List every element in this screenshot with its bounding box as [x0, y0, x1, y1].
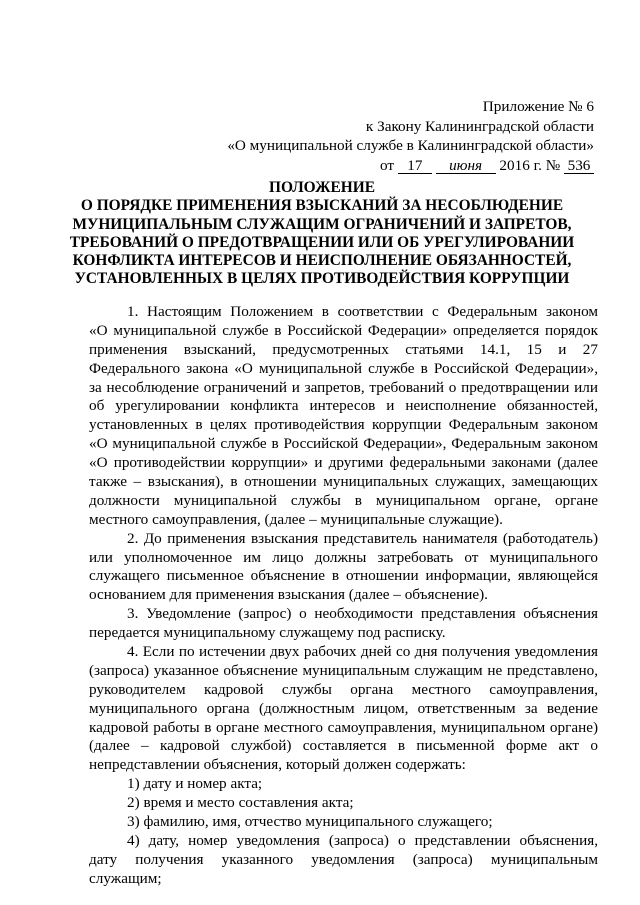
- date-prefix: от: [380, 156, 395, 174]
- appendix-number: Приложение № 6: [482, 98, 594, 115]
- body-line: 2) время и место составления акта;: [127, 794, 354, 812]
- body-line: руководителем кадровой службы органа местного самоуправления,: [89, 680, 598, 698]
- body-line: 4) дату, номер уведомления (запроса) о представлении объяснения,: [127, 831, 598, 849]
- body-line: дату получения указанного уведомления (запроса) муниципальным: [89, 850, 598, 868]
- body-line: 3) фамилию, имя, отчество муниципального служащего;: [127, 813, 493, 831]
- body-line: 1) дату и номер акта;: [127, 775, 263, 793]
- body-line: или уполномоченное им лицо должны затребовать от муниципального: [89, 548, 598, 566]
- title-line: ТРЕБОВАНИЙ О ПРЕДОТВРАЩЕНИИ ИЛИ ОБ УРЕГУЛИРОВАНИИ: [69, 233, 575, 251]
- appendix-law-title: «О муниципальной службе в Калининградской области»: [227, 137, 594, 154]
- body-line: непредставлении объяснения, который должен содержать:: [89, 756, 466, 774]
- appendix-date-line: [227, 156, 594, 176]
- body-line: местного самоуправления, (далее – муниципальные служащие).: [89, 510, 503, 528]
- body-line: должности муниципальной службы в муниципальном органе, органе: [89, 491, 598, 509]
- document-body: [89, 303, 598, 889]
- date-day: 17: [398, 158, 432, 174]
- body-line: за несоблюдение ограничений и запретов, требований о предотвращении или: [89, 378, 598, 396]
- body-line: 2. До применения взыскания представитель нанимателя (работодатель): [127, 529, 598, 547]
- title-line: КОНФЛИКТА ИНТЕРЕСОВ И НЕИСПОЛНЕНИЕ ОБЯЗАННОСТЕЙ,: [72, 252, 572, 270]
- date-month: июня: [436, 158, 496, 174]
- document-title: [50, 179, 594, 289]
- appendix-header: [227, 97, 594, 175]
- title-line: ПОЛОЖЕНИЕ: [269, 179, 375, 196]
- body-line: об урегулировании конфликта интересов и неисполнение обязанностей,: [89, 397, 598, 415]
- body-line: (далее – кадровой службой) составляется в письменной форме акт о: [89, 737, 598, 755]
- body-line: «О муниципальной службе в Российской Федерации», Федеральным законом: [89, 435, 598, 453]
- title-line: УСТАНОВЛЕННЫХ В ЦЕЛЯХ ПРОТИВОДЕЙСТВИЯ КОРРУПЦИИ: [74, 270, 570, 288]
- body-line: применения взысканий, предусмотренных статьями 14.1, 15 и 27: [89, 340, 598, 358]
- body-line: служащим;: [89, 869, 162, 887]
- body-line: «О муниципальной службе в Российской Федерации» определяется порядок: [89, 321, 598, 339]
- title-line: О ПОРЯДКЕ ПРИМЕНЕНИЯ ВЗЫСКАНИЙ ЗА НЕСОБЛЮДЕНИЕ: [80, 197, 564, 215]
- body-line: 3. Уведомление (запрос) о необходимости представления объяснения: [127, 605, 598, 623]
- body-line: «О противодействии коррупции» и другими федеральными законами (далее: [89, 454, 598, 472]
- appendix-law-reference: к Закону Калининградской области: [365, 117, 594, 135]
- body-line: основанием для применения взыскания (далее – объяснение).: [89, 586, 488, 604]
- body-line: также – взыскания), в отношении муниципальных служащих, замещающих: [89, 473, 598, 491]
- body-line: кадровой работы в органе местного самоуправления, муниципальном органе): [89, 718, 598, 736]
- body-line: муниципального органа (должностным лицом, ответственным за ведение: [89, 699, 598, 717]
- body-line: Федерального закона «О муниципальной службе в Российской Федерации»,: [89, 359, 598, 377]
- body-line: 4. Если по истечении двух рабочих дней со дня получения уведомления: [127, 643, 598, 661]
- body-line: передается муниципальному служащему под расписку.: [89, 624, 446, 642]
- body-line: установленных в целях противодействия коррупции Федеральным законом: [89, 416, 598, 434]
- body-line: (запроса) указанное объяснение муниципальным служащим не представлено,: [89, 661, 598, 679]
- title-line: МУНИЦИПАЛЬНЫМ СЛУЖАЩИМ ОГРАНИЧЕНИЙ И ЗАПРЕТОВ,: [72, 215, 572, 233]
- date-year-number-label: 2016 г. №: [499, 156, 561, 174]
- body-line: служащего письменное объяснение в отношении информации, являющейся: [89, 567, 598, 585]
- body-line: 1. Настоящим Положением в соответствии с Федеральным законом: [127, 303, 598, 320]
- document-number: 536: [564, 158, 594, 174]
